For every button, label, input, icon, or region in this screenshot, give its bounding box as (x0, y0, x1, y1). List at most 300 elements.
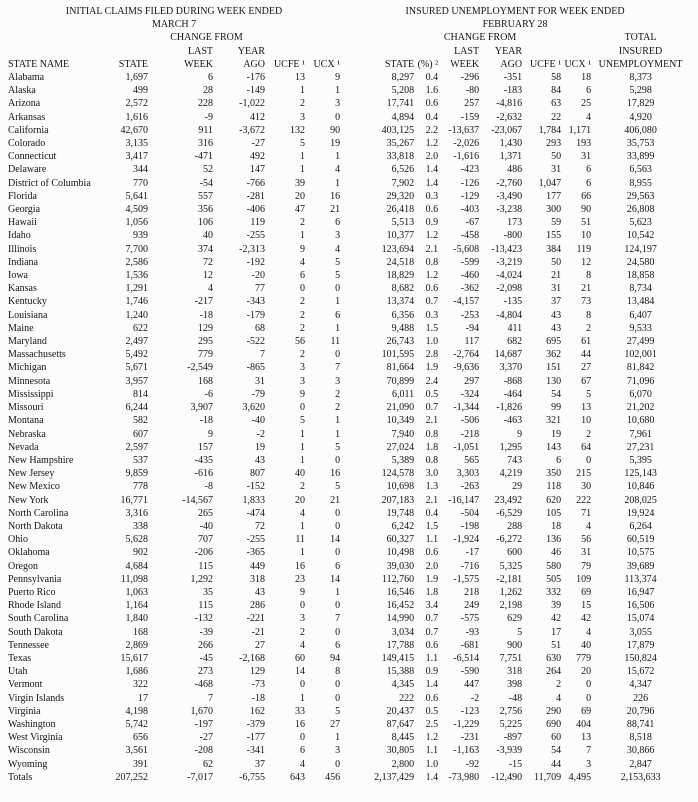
insured-unemployment-change-year-ago-cell: -135 (503, 296, 523, 308)
total-insured-unemployment-cell: 17,829 (626, 98, 655, 110)
state-name-cell: Puerto Rico (8, 586, 56, 598)
initial-claims-change-last-week-cell: 265 (198, 507, 213, 519)
total-label: TOTAL (624, 32, 657, 44)
initial-claims-change-last-week-cell: 129 (198, 322, 213, 334)
insured-unemployment-ucx-cell: 69 (581, 705, 592, 717)
state-name-cell: Wyoming (8, 758, 48, 770)
insured-unemployment-state-cell: 33,818 (386, 151, 415, 163)
insured-unemployment-change-year-ago-cell: 173 (507, 217, 523, 229)
initial-claims-change-last-week-cell: 273 (198, 666, 213, 678)
total-insured-unemployment-cell: 71,096 (626, 375, 655, 387)
initial-claims-ucfe-cell: 2 (300, 322, 305, 334)
initial-claims-change-year-ago-cell: 449 (250, 560, 265, 572)
insured-unemployment-state-cell: 207,183 (381, 494, 415, 506)
insured-unemployment-ucfe-cell: 18 (551, 520, 562, 532)
initial-claims-change-year-ago-cell: -73 (251, 679, 265, 691)
state-row (8, 163, 690, 176)
insured-unemployment-ucx-cell: 2 (586, 428, 592, 440)
insured-unemployment-state-cell: 15,388 (386, 666, 415, 678)
initial-claims-ucx-cell: 5 (335, 705, 341, 717)
insured-unemployment-change-last-week-cell: 249 (464, 600, 480, 612)
insured-unemployment-change-last-week-cell: -1,575 (453, 573, 480, 585)
insured-unemployment-state-cell: 123,694 (381, 243, 415, 255)
insured-unemployment-change-year-ago-cell: 1,430 (499, 138, 523, 150)
insured-unemployment-ucfe-cell: 37 (551, 296, 562, 308)
state-row (8, 243, 690, 256)
state-name-cell: California (8, 124, 49, 136)
total-insured-unemployment-cell: 125,143 (624, 468, 657, 480)
initial-claims-state-cell: 1,616 (125, 111, 148, 123)
insured-unemployment-change-year-ago-cell: 900 (507, 639, 523, 651)
state-row (8, 348, 690, 361)
insured-unemployment-ucx-cell: 4 (586, 520, 592, 532)
insured-unemployment-rate-pct-cell: 1.9 (425, 573, 439, 585)
initial-claims-state-cell: 9,859 (125, 468, 148, 480)
state-name-cell: Louisiana (8, 309, 48, 321)
initial-claims-state-cell: 3,135 (125, 138, 148, 150)
insured-unemployment-rate-pct-cell: 2.1 (425, 415, 439, 427)
total-insured-unemployment-cell: 8,518 (629, 732, 652, 744)
initial-claims-state-cell: 344 (133, 164, 148, 176)
initial-claims-state-cell: 1,291 (125, 283, 148, 295)
initial-claims-ucfe-cell: 60 (295, 652, 305, 664)
initial-claims-change-year-ago-cell: 43 (255, 454, 265, 466)
initial-claims-change-last-week-cell: -616 (194, 468, 213, 480)
total-insured-unemployment-cell: 8,955 (629, 177, 652, 189)
state-row (8, 441, 690, 454)
insured-unemployment-ucfe-cell: 31 (551, 164, 562, 176)
insured-unemployment-change-last-week-cell: -67 (465, 217, 480, 229)
initial-claims-ucfe-cell: 1 (300, 164, 305, 176)
initial-claims-state-cell: 5,492 (125, 349, 148, 361)
insured-unemployment-state-cell: 35,267 (386, 138, 415, 150)
initial-claims-change-last-week-cell: 707 (198, 534, 213, 546)
state-row (8, 111, 690, 124)
initial-claims-change-last-week-cell: 7 (208, 692, 213, 704)
initial-claims-ucx-cell: 1 (335, 151, 341, 163)
initial-claims-change-year-ago-cell: -255 (246, 230, 265, 242)
total-insured-unemployment-cell: 10,542 (626, 230, 655, 242)
insured-unemployment-ucx-cell: 222 (576, 494, 592, 506)
state-row (8, 612, 690, 625)
insured-unemployment-ucx-cell: 10 (581, 415, 592, 427)
total-insured-unemployment-cell: 5,298 (629, 85, 652, 97)
insured-unemployment-change-last-week-cell: -9,636 (453, 362, 480, 374)
initial-claims-ucx-cell: 6 (335, 560, 341, 572)
insured-unemployment-change-last-week-cell: -324 (460, 388, 480, 400)
state-name-cell: South Dakota (8, 626, 63, 638)
insured-unemployment-ucx-cell: 40 (581, 639, 592, 651)
total-insured-unemployment-cell: 24,580 (626, 256, 655, 268)
insured-unemployment-rate-pct-cell: 0.6 (425, 204, 439, 216)
initial-claims-change-last-week-cell: 3,907 (190, 402, 213, 414)
initial-claims-state-cell: 16,771 (120, 494, 148, 506)
insured-unemployment-ucx-cell: 0 (586, 679, 592, 691)
initial-claims-ucfe-cell: 16 (295, 560, 305, 572)
state-row (8, 375, 690, 388)
insured-unemployment-ucfe-cell: 1,784 (538, 124, 562, 136)
initial-claims-state-cell: 3,316 (125, 507, 148, 519)
total-insured-unemployment-cell: 35,753 (626, 138, 655, 150)
state-row (8, 626, 690, 639)
insured-unemployment-change-year-ago-cell: -897 (503, 732, 523, 744)
insured-unemployment-ucfe-cell: 51 (551, 639, 562, 651)
initial-claims-ucx-cell: 1 (335, 428, 341, 440)
insured-unemployment-change-last-week-cell: -92 (465, 758, 480, 770)
state-row (8, 480, 690, 493)
insured-unemployment-change-last-week-cell: 297 (464, 375, 480, 387)
insured-unemployment-change-last-week-cell: -575 (460, 613, 480, 625)
insured-unemployment-change-year-ago-cell: 14,687 (494, 349, 523, 361)
insured-unemployment-change-last-week-cell: 447 (464, 679, 480, 691)
state-name-cell: Alaska (8, 85, 36, 97)
insured-unemployment-change-last-week-cell: -599 (460, 256, 480, 268)
insured-unemployment-change-last-week-cell: -458 (460, 230, 480, 242)
insured-unemployment-state-cell: 10,377 (386, 230, 415, 242)
state-name-cell: Massachusetts (8, 349, 66, 361)
total-insured-unemployment-cell: 10,575 (626, 547, 655, 559)
insured-unemployment-rate-pct-cell: 1.1 (425, 745, 439, 757)
total-insured-unemployment-cell: 16,947 (626, 586, 655, 598)
initial-claims-ucfe-cell: 5 (300, 415, 305, 427)
insured-unemployment-ucx-cell: 71 (581, 507, 592, 519)
initial-claims-change-last-week-cell: -468 (194, 679, 213, 691)
insured-unemployment-ucx-cell: 56 (581, 534, 592, 546)
insured-unemployment-change-year-ago-cell: -2,632 (496, 111, 523, 123)
initial-claims-ucx-cell: 3 (335, 98, 341, 110)
insured-unemployment-ucfe-cell: 690 (546, 718, 562, 730)
state-row (8, 190, 690, 203)
initial-claims-change-year-ago-cell: 3,620 (242, 402, 265, 414)
initial-claims-state-cell: 3,417 (125, 151, 148, 163)
initial-claims-ucfe-cell: 11 (295, 534, 305, 546)
initial-claims-change-year-ago-cell: -341 (246, 745, 265, 757)
initial-claims-ucx-cell: 1 (335, 732, 341, 744)
initial-claims-state-cell: 6,244 (125, 402, 148, 414)
initial-claims-state-cell: 391 (133, 758, 148, 770)
insured-unemployment-rate-pct-cell: 2.2 (425, 124, 439, 136)
initial-claims-change-year-ago-cell: 318 (250, 573, 265, 585)
initial-claims-change-year-ago-cell: 147 (250, 164, 265, 176)
initial-claims-change-last-week-cell: 168 (198, 375, 213, 387)
initial-claims-ucfe-cell: 6 (300, 270, 305, 282)
insured-unemployment-ucfe-cell: 505 (546, 573, 562, 585)
insured-unemployment-change-last-week-cell: -362 (460, 283, 480, 295)
state-row (8, 256, 690, 269)
initial-claims-change-year-ago-cell: 77 (255, 283, 265, 295)
insured-unemployment-state-cell: 2,137,429 (374, 771, 415, 783)
state-row (8, 744, 690, 757)
insured-unemployment-rate-pct-cell: 0.7 (425, 402, 439, 414)
state-row (8, 295, 690, 308)
state-row (8, 388, 690, 401)
state-row (8, 560, 690, 573)
total-insured-unemployment-cell: 6,563 (629, 164, 652, 176)
initial-claims-change-year-ago-cell: -40 (251, 415, 265, 427)
insured-unemployment-rate-pct-cell: 0.8 (425, 256, 439, 268)
initial-claims-state-cell: 1,536 (125, 270, 148, 282)
initial-claims-state-cell: 5,628 (125, 534, 148, 546)
insured-unemployment-change-last-week-cell: -590 (460, 666, 480, 678)
total-insured-unemployment-cell: 2,153,633 (620, 771, 661, 783)
initial-claims-change-last-week-cell: 295 (198, 336, 213, 348)
initial-claims-ucx-cell: 7 (335, 613, 341, 625)
insured-unemployment-state-cell: 403,125 (381, 124, 415, 136)
insured-unemployment-ucx-cell: 67 (581, 375, 592, 387)
insured-unemployment-state-cell: 30,805 (386, 745, 415, 757)
total-insured-unemployment-cell: 10,846 (626, 481, 655, 493)
state-name-cell: District of Columbia (8, 177, 91, 189)
state-row (8, 507, 690, 520)
insured-unemployment-state-cell: 87,647 (386, 718, 415, 730)
total-insured-unemployment-cell: 5,623 (629, 217, 652, 229)
insured-unemployment-change-year-ago-cell: -12,490 (491, 771, 523, 783)
insured-unemployment-change-year-ago-cell: -2,098 (496, 283, 523, 295)
total-insured-unemployment-cell: 6,070 (629, 388, 652, 400)
insured-unemployment-change-year-ago-cell: 5 (517, 626, 523, 638)
insured-unemployment-state-cell: 5,208 (391, 85, 415, 97)
state-name-cell: Kentucky (8, 296, 47, 308)
initial-claims-ucx-cell: 94 (330, 652, 341, 664)
initial-claims-change-last-week-cell: -435 (194, 454, 213, 466)
state-name-cell: Minnesota (8, 375, 51, 387)
initial-ucfe-header: UCFE ¹ (273, 58, 305, 70)
initial-claims-change-last-week-cell: 316 (198, 138, 213, 150)
state-name-cell: Washington (8, 718, 56, 730)
initial-claims-ucx-cell: 4 (335, 164, 341, 176)
initial-claims-ucx-cell: 4 (335, 243, 341, 255)
state-row (8, 758, 690, 771)
insured-unemployment-rate-pct-cell: 0.6 (425, 547, 439, 559)
initial-claims-state-cell: 5,671 (125, 362, 148, 374)
insured-unemployment-ucx-cell: 25 (581, 98, 592, 110)
initial-claims-ucfe-cell: 4 (300, 507, 305, 519)
insured-unemployment-change-year-ago-cell: -3,490 (496, 190, 523, 202)
initial-claims-ucfe-cell: 1 (300, 230, 305, 242)
initial-claims-change-last-week-cell: 62 (203, 758, 213, 770)
state-name-cell: Colorado (8, 138, 46, 150)
insured-unemployment-state-cell: 9,488 (391, 322, 415, 334)
insured-unemployment-change-last-week-cell: -1,616 (453, 151, 480, 163)
state-name-cell: Utah (8, 666, 28, 678)
state-name-cell: Delaware (8, 164, 47, 176)
state-name-cell: Ohio (8, 534, 28, 546)
initial-claims-change-year-ago-cell: -21 (251, 626, 265, 638)
insured-unemployment-state-cell: 10,349 (386, 415, 415, 427)
state-name-cell: Pennsylvania (8, 573, 62, 585)
total-insured-unemployment-cell: 124,197 (624, 243, 657, 255)
initial-claims-ucx-cell: 3 (335, 375, 341, 387)
insured-unemployment-ucfe-cell: 99 (551, 402, 562, 414)
insured-unemployment-rate-pct-cell: 1.2 (425, 230, 439, 242)
state-name-cell: Virgin Islands (8, 692, 65, 704)
insured-unemployment-change-year-ago-cell: -351 (503, 72, 523, 84)
insured-unemployment-change-last-week-cell: -460 (460, 270, 480, 282)
initial-claims-ucx-cell: 1 (335, 177, 341, 189)
state-name-cell: New York (8, 494, 49, 506)
insured-unemployment-ucx-cell: 1,171 (568, 124, 592, 136)
insured-unemployment-change-year-ago-cell: -3,238 (496, 204, 523, 216)
state-row (8, 665, 690, 678)
state-name-cell: Vermont (8, 679, 43, 691)
insured-unemployment-change-year-ago-cell: 4,219 (499, 468, 523, 480)
insured-unemployment-rate-pct-cell: 1.5 (425, 322, 439, 334)
insured-unemployment-ucx-cell: 73 (581, 296, 592, 308)
initial-claims-change-last-week-cell: -54 (199, 177, 213, 189)
initial-claims-state-cell: 5,641 (125, 190, 148, 202)
initial-claims-change-last-week-cell: 1,292 (190, 573, 213, 585)
insured-unemployment-rate-pct-cell: 0.3 (425, 309, 439, 321)
insured-unemployment-change-year-ago-cell: -13,423 (491, 243, 523, 255)
insured-unemployment-ucfe-cell: 31 (551, 283, 562, 295)
initial-claims-ucfe-cell: 0 (300, 732, 305, 744)
insured-pct-header: (%) ² (417, 58, 439, 70)
initial-claims-ucx-cell: 11 (330, 336, 341, 348)
insured-unemployment-change-year-ago-cell: 600 (507, 547, 523, 559)
initial-claims-state-cell: 814 (133, 388, 148, 400)
insured-unemployment-change-last-week-cell: -1,924 (453, 534, 480, 546)
insured-unemployment-change-last-week-cell: -94 (465, 322, 480, 334)
state-row (8, 414, 690, 427)
state-name-cell: Hawaii (8, 217, 37, 229)
state-name-cell: Kansas (8, 283, 37, 295)
insured-unemployment-ucfe-cell: 42 (551, 613, 562, 625)
table-header (8, 5, 690, 71)
state-row (8, 322, 690, 335)
initial-claims-change-last-week-cell: -14,567 (182, 494, 213, 506)
initial-claims-ucx-cell: 7 (335, 362, 341, 374)
insured-unemployment-ucfe-cell: 50 (551, 151, 562, 163)
state-name-cell: New Jersey (8, 468, 55, 480)
insured-unemployment-change-year-ago-cell: 288 (507, 520, 523, 532)
state-row (8, 216, 690, 229)
insured-unemployment-ucx-cell: 193 (576, 138, 592, 150)
insured-unemployment-change-last-week-cell: -17 (465, 547, 480, 559)
state-row (8, 533, 690, 546)
initial-claims-ucfe-cell: 4 (300, 758, 305, 770)
insured-unemployment-change-last-week-cell: -716 (460, 560, 480, 572)
insured-unemployment-change-year-ago-cell: -4,024 (496, 270, 523, 282)
insured-unemployment-ucfe-cell: 143 (546, 441, 562, 453)
insured-unemployment-change-last-week-cell: -423 (460, 164, 480, 176)
state-name-cell: Mississippi (8, 388, 54, 400)
initial-claims-change-year-ago-cell: -176 (246, 72, 265, 84)
initial-claims-ucfe-cell: 1 (300, 692, 305, 704)
state-row (8, 282, 690, 295)
insured-unemployment-rate-pct-cell: 1.2 (425, 138, 439, 150)
initial-claims-ucfe-cell: 2 (300, 481, 305, 493)
initial-claims-change-year-ago-cell: -379 (246, 718, 265, 730)
initial-claims-ucx-cell: 19 (330, 138, 341, 150)
insured-unemployment-change-year-ago-cell: -6,529 (496, 507, 523, 519)
state-row (8, 84, 690, 97)
insured-unemployment-rate-pct-cell: 0.9 (425, 217, 439, 229)
initial-claims-change-year-ago-cell: 162 (250, 705, 265, 717)
initial-claims-change-last-week-cell: 6 (208, 72, 213, 84)
initial-claims-state-cell: 499 (133, 85, 148, 97)
insured-unemployment-change-last-week-cell: -681 (460, 639, 480, 651)
initial-claims-ucx-cell: 27 (330, 718, 341, 730)
state-name-cell: Indiana (8, 256, 38, 268)
insured-unemployment-ucfe-cell: 43 (551, 309, 562, 321)
state-name-cell: Totals (8, 771, 33, 783)
initial-claims-change-year-ago-cell: 19 (255, 441, 265, 453)
initial-claims-change-last-week-cell: 115 (198, 600, 213, 612)
initial-claims-state-cell: 7,700 (125, 243, 148, 255)
initial-claims-state-cell: 1,164 (125, 600, 148, 612)
insured-unemployment-ucfe-cell: 155 (546, 230, 562, 242)
insured-unemployment-change-last-week-cell: -123 (460, 705, 480, 717)
initial-claims-change-year-ago-cell: -766 (246, 177, 265, 189)
initial-claims-change-last-week-cell: 40 (203, 230, 213, 242)
insured-unemployment-ucx-cell: 6 (586, 85, 592, 97)
insured-unemployment-ucfe-cell: 695 (546, 336, 562, 348)
section-title-row (8, 5, 690, 18)
insured-unemployment-state-cell: 18,829 (386, 270, 415, 282)
insured-unemployment-change-last-week-cell: -129 (460, 190, 480, 202)
insured-unemployment-ucfe-cell: 332 (546, 586, 562, 598)
initial-claims-change-last-week-cell: -6 (204, 388, 213, 400)
state-row (8, 692, 690, 705)
initial-claims-state-cell: 1,056 (125, 217, 148, 229)
initial-claims-state-cell: 207,252 (115, 771, 148, 783)
total-insured-unemployment-cell: 15,672 (626, 666, 655, 678)
insured-unemployment-ucx-cell: 79 (581, 560, 592, 572)
total-insured-unemployment-cell: 60,519 (626, 534, 655, 546)
insured-unemployment-ucfe-cell: 21 (551, 270, 562, 282)
insured-unemployment-rate-pct-cell: 0.4 (425, 111, 439, 123)
section-date-row (8, 18, 690, 31)
initial-claims-ucx-cell: 0 (335, 111, 341, 123)
insured-unemployment-change-last-week-cell: 218 (464, 586, 480, 598)
initial-claims-change-year-ago-cell: -179 (246, 309, 265, 321)
state-name-cell: West Virginia (8, 732, 63, 744)
state-name-cell: Iowa (8, 270, 28, 282)
initial-claims-change-last-week-cell: -9 (204, 111, 213, 123)
state-row (8, 494, 690, 507)
insured-unemployment-state-cell: 6,356 (391, 309, 415, 321)
initial-claims-state-cell: 2,869 (125, 639, 148, 651)
total-insured-unemployment-cell: 9,533 (629, 322, 652, 334)
initial-claims-change-year-ago-cell: 31 (255, 375, 265, 387)
initial-claims-ucx-cell: 16 (330, 190, 341, 202)
initial-claims-change-last-week-cell: -8 (204, 481, 213, 493)
insured-unemployment-ucfe-cell: 362 (546, 349, 562, 361)
initial-claims-change-year-ago-cell: 119 (250, 217, 265, 229)
initial-claims-change-last-week-cell: -217 (194, 296, 213, 308)
initial-claims-ucx-cell: 0 (335, 520, 341, 532)
insured-unemployment-ucfe-cell: 50 (551, 256, 562, 268)
initial-claims-ucfe-cell: 20 (295, 190, 305, 202)
insured-unemployment-change-last-week-cell: -231 (460, 732, 480, 744)
initial-claims-change-year-ago-cell: -27 (251, 138, 265, 150)
state-name-cell: New Hampshire (8, 454, 74, 466)
insured-label: INSURED (618, 45, 663, 57)
insured-unemployment-rate-pct-cell: 2.1 (425, 243, 439, 255)
initial-claims-state-cell: 1,697 (125, 72, 148, 84)
total-insured-unemployment-cell: 81,842 (626, 362, 655, 374)
total-insured-unemployment-cell: 19,924 (626, 507, 655, 519)
insured-unemployment-ucx-cell: 6 (586, 177, 592, 189)
insured-unemployment-state-cell: 20,437 (386, 705, 415, 717)
initial-claims-ucfe-cell: 1 (300, 151, 305, 163)
insured-unemployment-change-year-ago-cell: 29 (512, 481, 523, 493)
insured-unemployment-state-cell: 8,297 (391, 72, 415, 84)
totals-row (8, 771, 690, 784)
insured-unemployment-rate-pct-cell: 1.9 (425, 362, 439, 374)
insured-unemployment-rate-pct-cell: 1.1 (425, 652, 439, 664)
insured-unemployment-state-cell: 13,374 (386, 296, 415, 308)
